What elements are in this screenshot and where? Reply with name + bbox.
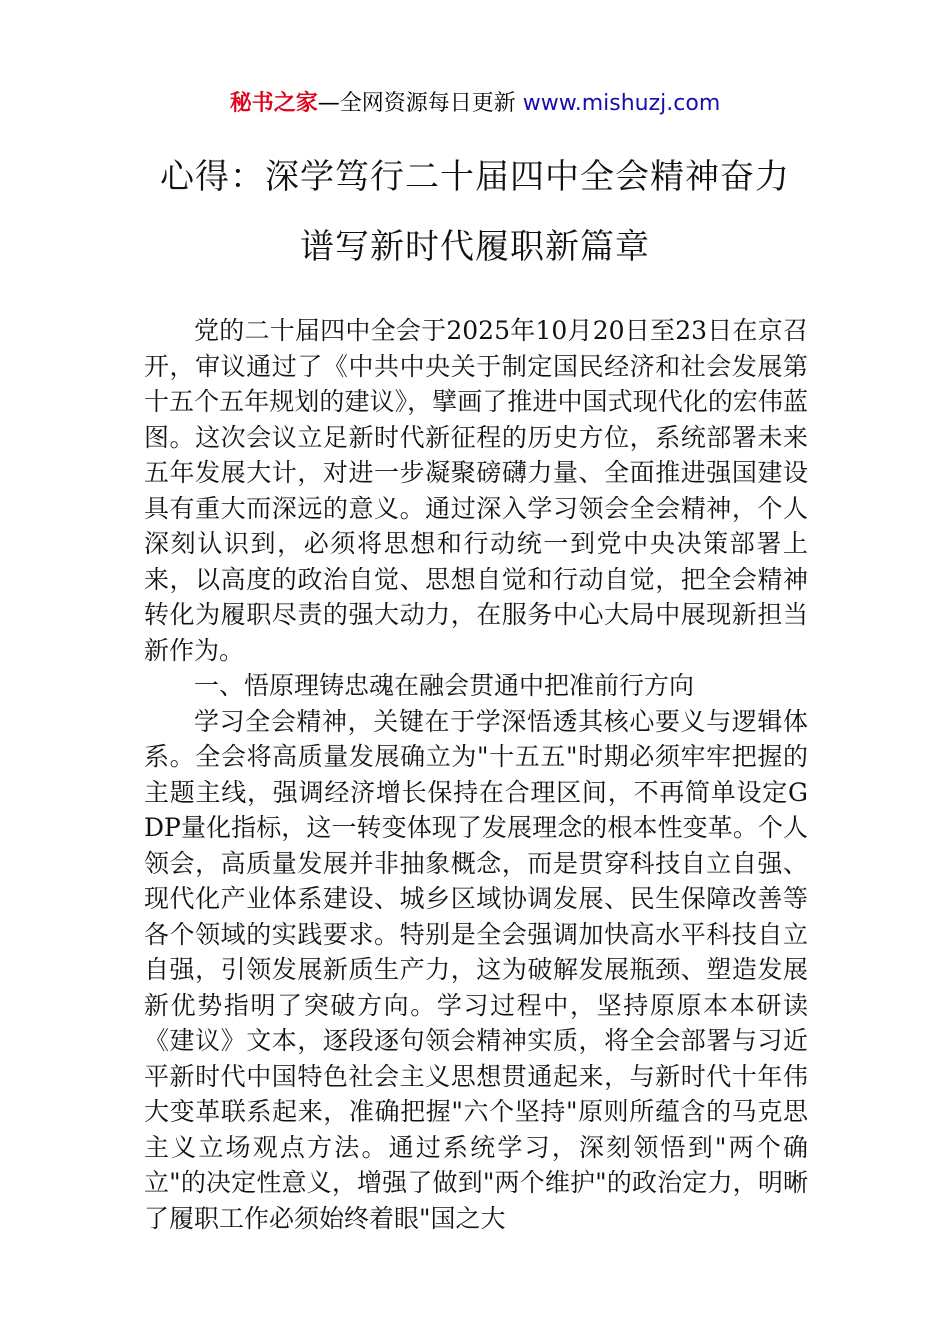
document-title-line-1: 心得：深学笃行二十届四中全会精神奋力 xyxy=(160,157,790,197)
document-title-line-2: 谱写新时代履职新篇章 xyxy=(300,227,650,267)
brand-name: 秘书之家 xyxy=(229,91,318,116)
document-body xyxy=(144,313,808,1236)
site-url-link[interactable]: www.mishuzj.com xyxy=(522,91,721,116)
intro-paragraph: 党的二十届四中全会于2025年10月20日至23日在京召开，审议通过了《中共中央关于制定国民经济和社会发展第十五个五年规划的建议》，擘画了推进中国式现代化的宏伟蓝图。这次会议立足新时代新征程的历史方位，系统部署未来五年发展大计，对进一步凝聚磅礴力量、全面推进强国建设具有重大而深远的意义。通过深入学习领会全会精神，个人深刻认识到，必须将思想和行动统一到党中央决策部署上来，以高度的政治自觉、思想自觉和行动自觉，把全会精神转化为履职尽责的强大动力，在服务中心大局中展现新担当新作为。 xyxy=(144,316,808,665)
banner-tagline: —全网资源每日更新 xyxy=(317,91,516,116)
section-1-paragraph: 学习全会精神，关键在于学深悟透其核心要义与逻辑体系。全会将高质量发展确立为"十五五"时期必须牢牢把握的主题主线，强调经济增长保持在合理区间，不再简单设定GDP量化指标，这一转变体现了发展理念的根本性变革。个人领会，高质量发展并非抽象概念，而是贯穿科技自立自强、现代化产业体系建设、城乡区域协调发展、民生保障改善等各个领域的实践要求。特别是全会强调加快高水平科技自立自强，引领发展新质生产力，这为破解发展瓶颈、塑造发展新优势指明了突破方向。学习过程中，坚持原原本本研读《建议》文本，逐段逐句领会精神实质，将全会部署与习近平新时代中国特色社会主义思想贯通起来，与新时代十年伟大变革联系起来，准确把握"六个坚持"原则所蕴含的马克思主义立场观点方法。通过系统学习，深刻领悟到"两个确立"的决定性意义，增强了做到"两个维护"的政治定力，明晰了履职工作必须始终着眼"国之大 xyxy=(144,706,808,1233)
section-heading-1: 一、悟原理铸忠魂在融会贯通中把准前行方向 xyxy=(194,671,695,700)
site-banner xyxy=(0,88,950,120)
